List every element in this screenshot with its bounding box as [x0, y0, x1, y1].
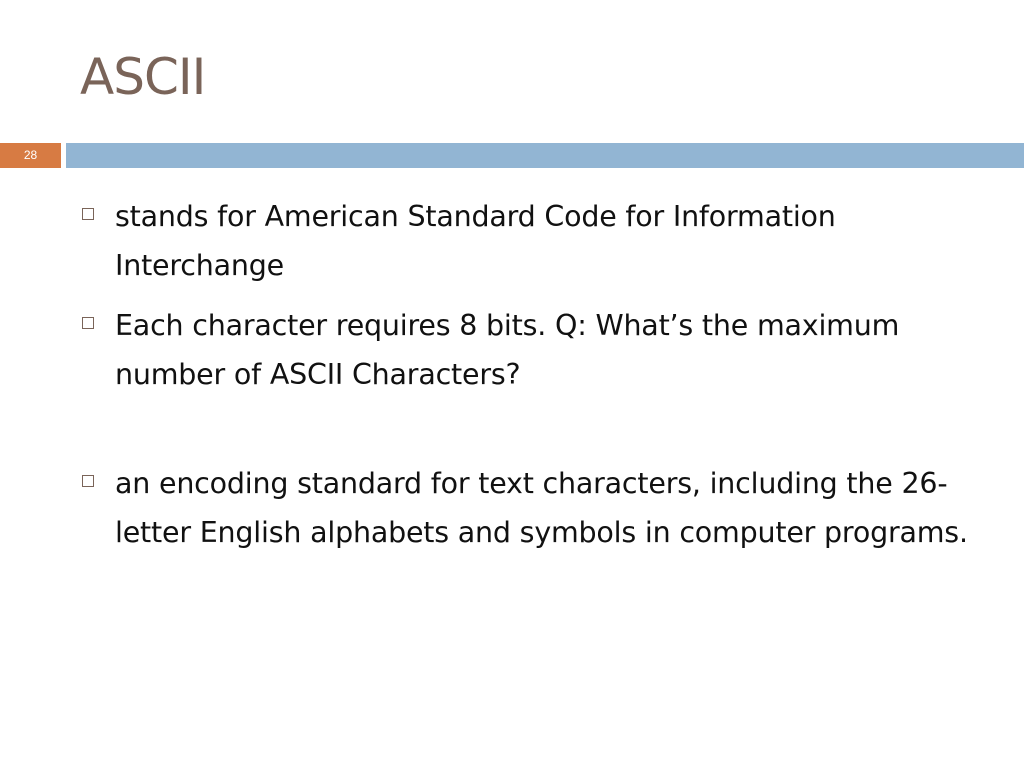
slide-number: 28 — [0, 143, 61, 168]
bullet-text: an encoding standard for text characters, including the 26-letter English alphabets and symbols in computer programs. — [115, 467, 968, 549]
slide-title: ASCII — [80, 48, 206, 106]
square-bullet-icon — [82, 475, 94, 487]
bullet-list — [82, 192, 982, 557]
title-divider — [0, 143, 1024, 168]
divider-bar — [66, 143, 1024, 168]
bullet-item — [82, 301, 982, 399]
square-bullet-icon — [82, 208, 94, 220]
bullet-item — [82, 192, 982, 290]
bullet-text: Each character requires 8 bits. Q: What’s the maximum number of ASCII Characters? — [115, 309, 900, 391]
bullet-text: stands for American Standard Code for Information Interchange — [115, 200, 836, 282]
bullet-item — [82, 459, 982, 557]
square-bullet-icon — [82, 317, 94, 329]
